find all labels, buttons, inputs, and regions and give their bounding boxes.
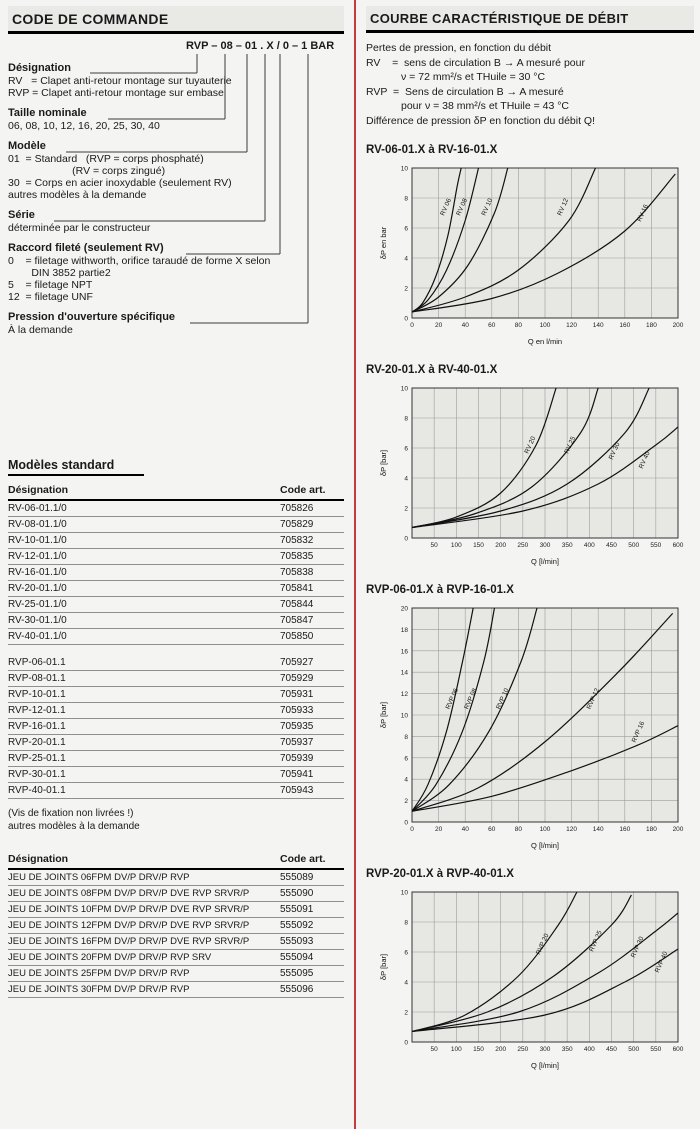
y-tick-label: 10 (400, 165, 408, 173)
table-row (8, 533, 344, 549)
x-tick-label: 140 (592, 322, 604, 329)
cell-code-art: 555091 (280, 902, 344, 918)
text-line: RVP = Sens de circulation B → A mesuré (366, 85, 564, 98)
x-tick-label: 300 (539, 542, 551, 549)
chart-canvas (376, 380, 694, 568)
x-tick-label: 120 (566, 322, 578, 329)
series-label: RVP 30 (629, 935, 646, 959)
y-tick-label: 8 (404, 415, 408, 423)
order-code-title: CODE DE COMMANDE (8, 6, 344, 34)
y-tick-label: 4 (404, 475, 408, 483)
header-code-art: Code art. (280, 482, 344, 500)
cell-designation: JEU DE JOINTS 08FPM DV/P DRV/P DVE RVP SRVR/P (8, 886, 280, 902)
x-tick-label: 0 (410, 322, 414, 329)
series-label: RVP 06 (444, 687, 461, 711)
y-tick-label: 12 (400, 691, 408, 699)
x-tick-label: 100 (539, 322, 551, 329)
cell-designation: RVP-20-01.1 (8, 735, 280, 751)
cell-designation: JEU DE JOINTS 30FPM DV/P DRV/P RVP (8, 982, 280, 998)
cell-code-art: 555095 (280, 966, 344, 982)
x-tick-label: 150 (473, 542, 484, 549)
seals-table (8, 851, 344, 998)
cell-code-art: 705832 (280, 533, 344, 549)
y-tick-label: 16 (400, 648, 408, 656)
text-line: 01 = Standard (RVP = corps phosphaté) (8, 153, 204, 165)
y-tick-label: 0 (404, 1039, 408, 1047)
section-serie (8, 209, 344, 234)
text-line: 0 = filetage withworth, orifice taraudé de forme X selon (8, 255, 271, 267)
cell-code-art: 705850 (280, 629, 344, 645)
series-label: RV 25 (563, 435, 578, 455)
x-tick-label: 600 (672, 1046, 684, 1053)
chart-canvas (376, 884, 694, 1072)
series-label: RV 40 (637, 450, 652, 470)
chart-canvas (376, 600, 694, 852)
series-label: RV 10 (480, 197, 495, 217)
chart-canvas (376, 160, 694, 348)
y-tick-label: 8 (404, 195, 408, 203)
text-line: ν = 72 mm²/s et THuile = 30 °C (366, 71, 546, 83)
y-tick-label: 2 (404, 285, 408, 293)
x-tick-label: 80 (514, 826, 523, 833)
y-tick-label: 0 (404, 819, 408, 827)
y-tick-label: 0 (404, 535, 408, 543)
cell-code-art: 705838 (280, 565, 344, 581)
series-label: RV 08 (455, 197, 470, 217)
cell-designation: JEU DE JOINTS 20FPM DV/P DRV/P RVP SRV (8, 950, 280, 966)
y-tick-label: 6 (404, 755, 408, 763)
y-tick-label: 18 (400, 626, 408, 634)
column-divider (354, 0, 356, 1129)
chart-block-rvp-large (366, 868, 694, 1072)
x-tick-label: 100 (450, 1046, 462, 1053)
chart-title: RVP-06-01.X à RVP-16-01.X (366, 584, 514, 596)
x-axis-label: Q [l/min] (531, 1061, 559, 1070)
section-raccord-filete (8, 242, 344, 303)
y-tick-label: 6 (404, 445, 408, 453)
models-table-rvp-rows (8, 655, 344, 799)
models-table-rv-rows (8, 500, 344, 645)
x-tick-label: 400 (583, 542, 595, 549)
cell-designation: RVP-12-01.1 (8, 703, 280, 719)
x-tick-label: 160 (619, 322, 631, 329)
cell-designation: RV-20-01.1/0 (8, 581, 280, 597)
chart-title: RVP-20-01.X à RVP-40-01.X (366, 868, 514, 880)
series-label: RV 30 (607, 441, 622, 461)
order-code-sections (8, 62, 344, 344)
y-tick-label: 2 (404, 1009, 408, 1017)
y-tick-label: 4 (404, 776, 408, 784)
section-modele (8, 140, 344, 201)
text-line: (Vis de fixation non livrées !) (8, 808, 134, 819)
x-tick-label: 450 (606, 542, 617, 549)
cell-code-art: 705927 (280, 655, 344, 671)
table-row (8, 613, 344, 629)
cell-code-art: 555092 (280, 918, 344, 934)
series-label: RVP 40 (653, 950, 670, 974)
cell-code-art: 705929 (280, 671, 344, 687)
cell-code-art: 705844 (280, 597, 344, 613)
y-tick-label: 20 (400, 605, 408, 613)
y-tick-label: 10 (400, 889, 408, 897)
x-tick-label: 450 (606, 1046, 617, 1053)
cell-code-art: 705943 (280, 783, 344, 799)
x-tick-label: 100 (450, 542, 462, 549)
cell-designation: RV-25-01.1/0 (8, 597, 280, 613)
chart-svg (376, 884, 688, 1072)
series-label: RV 20 (523, 435, 538, 455)
table-row (8, 869, 344, 886)
y-axis-label: δP [bar] (379, 449, 388, 477)
chart-title: RV-06-01.X à RV-16-01.X (366, 144, 498, 156)
section-heading: Taille nominale (8, 107, 87, 119)
x-tick-label: 550 (650, 1046, 662, 1053)
cell-designation: RV-08-01.1/0 (8, 517, 280, 533)
seals-table-rows (8, 869, 344, 998)
x-tick-label: 400 (583, 1046, 595, 1053)
order-code-diagram (8, 40, 344, 346)
text-line: autres modèles à la demande (8, 821, 140, 832)
section-designation (8, 62, 344, 99)
table-row (8, 581, 344, 597)
table-row (8, 597, 344, 613)
x-axis-label: Q en l/min (527, 337, 563, 346)
text-line: RV = sens de circulation B → A mesuré pour (366, 56, 585, 69)
table-row (8, 517, 344, 533)
series-label: RV 16 (636, 203, 650, 223)
section-heading: Pression d'ouverture spécifique (8, 311, 176, 323)
cell-code-art: 705937 (280, 735, 344, 751)
x-tick-label: 200 (495, 542, 507, 549)
table-header-row (8, 482, 344, 500)
cell-designation: RV-06-01.1/0 (8, 500, 280, 517)
y-tick-label: 10 (400, 385, 408, 393)
chart-svg (376, 380, 688, 568)
x-tick-label: 20 (434, 322, 443, 329)
x-tick-label: 50 (430, 1046, 438, 1053)
cell-designation: JEU DE JOINTS 12FPM DV/P DRV/P DVE RVP SRVR/P (8, 918, 280, 934)
text-line: autres modèles à la demande (8, 189, 147, 201)
table-row (8, 719, 344, 735)
y-tick-label: 6 (404, 225, 408, 233)
cell-code-art: 705941 (280, 767, 344, 783)
intro-text (366, 41, 694, 128)
x-tick-label: 140 (592, 826, 604, 833)
series-label: RV 06 (439, 197, 454, 217)
y-tick-label: 6 (404, 949, 408, 957)
table-row (8, 767, 344, 783)
cell-code-art: 705933 (280, 703, 344, 719)
table-row (8, 655, 344, 671)
text-line: pour ν = 38 mm²/s et THuile = 43 °C (366, 100, 569, 112)
x-tick-label: 350 (561, 1046, 573, 1053)
x-tick-label: 500 (628, 1046, 640, 1053)
y-axis-label: δP en bar (379, 226, 388, 260)
series-label: RVP 12 (585, 687, 602, 711)
table-row (8, 902, 344, 918)
y-tick-label: 8 (404, 733, 408, 741)
x-tick-label: 350 (561, 542, 573, 549)
y-tick-label: 4 (404, 255, 408, 263)
cell-code-art: 555093 (280, 934, 344, 950)
text-line: À la demande (8, 324, 73, 336)
cell-designation: JEU DE JOINTS 16FPM DV/P DRV/P DVE RVP SRVR/P (8, 934, 280, 950)
cell-code-art: 705931 (280, 687, 344, 703)
section-heading: Désignation (8, 62, 71, 74)
x-tick-label: 550 (650, 542, 662, 549)
x-tick-label: 160 (619, 826, 631, 833)
series-label: RVP 10 (495, 687, 511, 711)
cell-designation: JEU DE JOINTS 25FPM DV/P DRV/P RVP (8, 966, 280, 982)
cell-designation: RV-10-01.1/0 (8, 533, 280, 549)
x-tick-label: 50 (430, 542, 438, 549)
table-row (8, 500, 344, 517)
section-taille-nominale (8, 107, 344, 132)
series-label: RVP 16 (630, 720, 647, 744)
table-header-row (8, 851, 344, 869)
left-column (0, 0, 352, 1072)
x-tick-label: 40 (461, 826, 469, 833)
table-row (8, 966, 344, 982)
x-axis-label: Q [l/min] (531, 841, 559, 850)
chart-block-rv-small (366, 144, 694, 348)
text-line: déterminée par le constructeur (8, 222, 151, 234)
header-designation: Désignation (8, 851, 280, 869)
cell-code-art: 705939 (280, 751, 344, 767)
text-line: RVP = Clapet anti-retour montage sur embase (8, 87, 224, 99)
x-tick-label: 200 (672, 826, 684, 833)
x-tick-label: 180 (645, 322, 657, 329)
chart-svg (376, 160, 688, 348)
cell-designation: RV-12-01.1/0 (8, 549, 280, 565)
x-tick-label: 20 (434, 826, 443, 833)
cell-code-art: 555096 (280, 982, 344, 998)
cell-designation: JEU DE JOINTS 10FPM DV/P DRV/P DVE RVP SRVR/P (8, 902, 280, 918)
x-tick-label: 250 (517, 1046, 529, 1053)
cell-code-art: 555089 (280, 869, 344, 886)
table-row (8, 629, 344, 645)
cell-designation: RVP-40-01.1 (8, 783, 280, 799)
y-tick-label: 14 (400, 669, 408, 677)
y-axis-label: δP [bar] (379, 701, 388, 729)
text-line: Différence de pression δP en fonction du débit Q! (366, 114, 596, 127)
text-line: Pertes de pression, en fonction du débit (366, 42, 552, 54)
section-heading: Modèle (8, 140, 46, 152)
x-tick-label: 0 (410, 826, 414, 833)
models-table (8, 482, 344, 799)
cell-code-art: 555090 (280, 886, 344, 902)
x-tick-label: 200 (672, 322, 684, 329)
x-axis-label: Q [l/min] (531, 557, 559, 566)
cell-code-art: 705847 (280, 613, 344, 629)
table-row (8, 783, 344, 799)
x-tick-label: 100 (539, 826, 551, 833)
cell-code-art: 705835 (280, 549, 344, 565)
cell-designation: RVP-30-01.1 (8, 767, 280, 783)
cell-designation: RVP-16-01.1 (8, 719, 280, 735)
table-row (8, 565, 344, 581)
x-tick-label: 250 (517, 542, 529, 549)
table-row (8, 751, 344, 767)
table-row (8, 918, 344, 934)
y-tick-label: 0 (404, 315, 408, 323)
cell-code-art: 705935 (280, 719, 344, 735)
chart-block-rv-large (366, 364, 694, 568)
table-row (8, 671, 344, 687)
text-line: DIN 3852 partie2 (8, 267, 111, 279)
table-row (8, 703, 344, 719)
series-label: RVP 08 (463, 687, 479, 711)
x-tick-label: 40 (461, 322, 469, 329)
x-tick-label: 120 (566, 826, 578, 833)
cell-designation: RVP-25-01.1 (8, 751, 280, 767)
x-tick-label: 180 (645, 826, 657, 833)
chart-svg (376, 600, 688, 852)
text-line: 5 = filetage NPT (8, 279, 93, 291)
table-notes (8, 807, 344, 833)
flow-curve-title: COURBE CARACTÉRISTIQUE DE DÉBIT (366, 6, 694, 33)
table-row (8, 886, 344, 902)
x-tick-label: 80 (514, 322, 523, 329)
text-line: RV = Clapet anti-retour montage sur tuyauterie (8, 75, 232, 87)
cell-designation: RV-40-01.1/0 (8, 629, 280, 645)
cell-designation: JEU DE JOINTS 06FPM DV/P DRV/P RVP (8, 869, 280, 886)
series-label: RV 12 (556, 197, 571, 217)
series-label: RVP 25 (588, 929, 604, 953)
cell-designation: RVP-10-01.1 (8, 687, 280, 703)
x-tick-label: 60 (488, 322, 496, 329)
x-tick-label: 500 (628, 542, 640, 549)
cell-code-art: 705826 (280, 500, 344, 517)
series-label: RVP 20 (535, 932, 551, 956)
y-tick-label: 4 (404, 979, 408, 987)
text-line: 06, 08, 10, 12, 16, 20, 25, 30, 40 (8, 120, 160, 132)
y-tick-label: 2 (404, 505, 408, 513)
section-heading: Raccord fileté (seulement RV) (8, 242, 164, 254)
cell-designation: RVP-08-01.1 (8, 671, 280, 687)
table-row (8, 982, 344, 998)
cell-designation: RVP-06-01.1 (8, 655, 280, 671)
y-axis-label: δP [bar] (379, 953, 388, 981)
text-line: 30 = Corps en acier inoxydable (seulement RV) (8, 177, 232, 189)
cell-code-art: 555094 (280, 950, 344, 966)
text-line: (RV = corps zingué) (8, 165, 166, 177)
chart-block-rvp-small (366, 584, 694, 852)
y-tick-label: 2 (404, 798, 408, 806)
table-row (8, 549, 344, 565)
y-tick-label: 10 (400, 712, 408, 720)
seals-table-wrap (8, 851, 344, 998)
text-line: 12 = filetage UNF (8, 291, 93, 303)
chart-title: RV-20-01.X à RV-40-01.X (366, 364, 498, 376)
table-row (8, 934, 344, 950)
models-standard-title: Modèles standard (8, 458, 144, 476)
right-column (362, 0, 698, 1072)
header-designation: Désignation (8, 482, 280, 500)
x-tick-label: 60 (488, 826, 496, 833)
x-tick-label: 300 (539, 1046, 551, 1053)
section-pression-ouverture (8, 311, 344, 336)
cell-code-art: 705829 (280, 517, 344, 533)
table-row (8, 735, 344, 751)
x-tick-label: 150 (473, 1046, 484, 1053)
x-tick-label: 200 (495, 1046, 507, 1053)
y-tick-label: 8 (404, 919, 408, 927)
order-code: RVP – 08 – 01 . X / 0 – 1 BAR (186, 40, 335, 52)
table-row (8, 687, 344, 703)
section-heading: Série (8, 209, 35, 221)
x-tick-label: 600 (672, 542, 684, 549)
cell-code-art: 705841 (280, 581, 344, 597)
header-code-art: Code art. (280, 851, 344, 869)
cell-designation: RV-30-01.1/0 (8, 613, 280, 629)
cell-designation: RV-16-01.1/0 (8, 565, 280, 581)
table-row (8, 950, 344, 966)
